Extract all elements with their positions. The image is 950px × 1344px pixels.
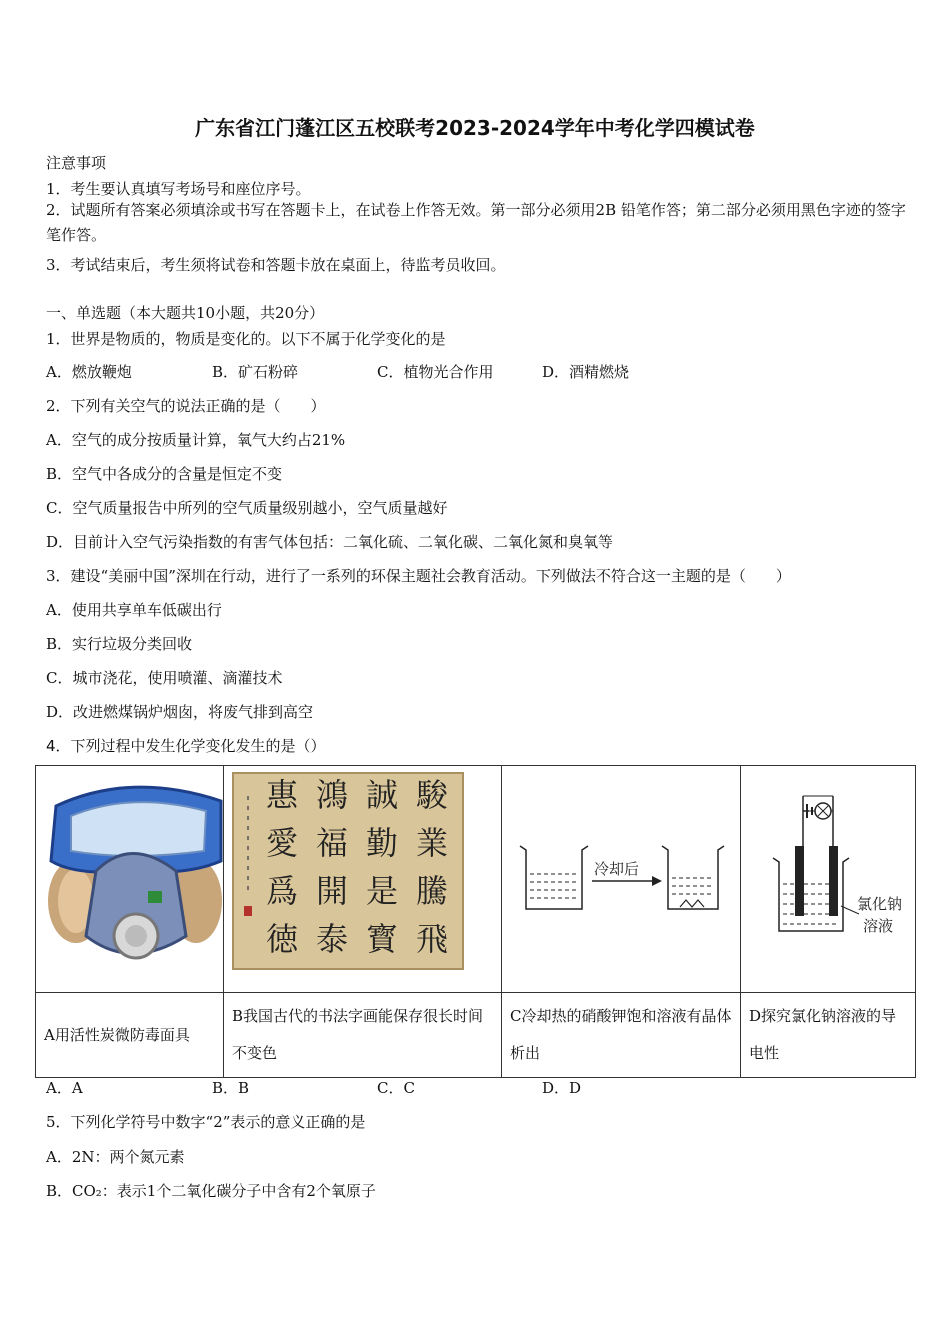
q1-option-b: B．矿石粉碎 bbox=[212, 363, 299, 381]
calligraphy-image bbox=[224, 766, 501, 988]
seal-stamp bbox=[244, 906, 252, 916]
calligraphy-char-14: 泰 bbox=[315, 920, 349, 958]
q4-image-b-cell bbox=[224, 766, 502, 993]
solution-label-1: 氯化钠 bbox=[857, 895, 903, 913]
q3-option-a: A．使用共享单车低碳出行 bbox=[46, 601, 222, 619]
q4-image-a-cell bbox=[36, 766, 224, 993]
notice-item-3: 3．考试结束后，考生须将试卷和答题卡放在桌面上，待监考员收回。 bbox=[46, 256, 506, 274]
q3-option-d: D．改进燃煤锅炉烟囱，将废气排到高空 bbox=[46, 703, 314, 721]
q1-option-d: D．酒精燃烧 bbox=[542, 363, 630, 381]
notice-heading: 注意事项 bbox=[46, 154, 107, 172]
q4-option-c: C．C bbox=[377, 1079, 415, 1097]
q4-caption-a: A用活性炭微防毒面具 bbox=[36, 993, 224, 1078]
calligraphy-char-11: 是 bbox=[365, 872, 399, 910]
calligraphy-char-5: 愛 bbox=[265, 824, 299, 862]
calligraphy-char-1: 惠 bbox=[265, 776, 299, 814]
q4-stem: 4．下列过程中发生化学变化发生的是（） bbox=[46, 737, 326, 755]
q2-option-a: A．空气的成分按质量计算，氧气大约占21% bbox=[46, 431, 346, 449]
calligraphy-char-2: 鴻 bbox=[315, 776, 349, 814]
gas-mask-image bbox=[36, 766, 223, 988]
q4-option-a: A．A bbox=[46, 1079, 83, 1097]
calligraphy-char-3: 誠 bbox=[365, 776, 399, 814]
calligraphy-char-12: 騰 bbox=[415, 872, 449, 910]
q4-option-b: B．B bbox=[212, 1079, 250, 1097]
cooling-label: 冷却后 bbox=[594, 860, 640, 878]
section-heading: 一、单选题（本大题共10小题，共20分） bbox=[46, 304, 325, 322]
calligraphy-char-13: 徳 bbox=[265, 920, 299, 958]
q4-option-d: D．D bbox=[542, 1079, 582, 1097]
calligraphy-char-8: 業 bbox=[415, 824, 449, 862]
q5-option-a: A．2N：两个氮元素 bbox=[46, 1148, 185, 1166]
calligraphy-char-7: 勤 bbox=[365, 824, 399, 862]
calligraphy-char-6: 福 bbox=[315, 824, 349, 862]
q2-option-b: B．空气中各成分的含量是恒定不变 bbox=[46, 465, 283, 483]
solution-label-2: 溶液 bbox=[863, 917, 894, 935]
q3-option-c: C．城市浇花，使用喷灌、滴灌技术 bbox=[46, 669, 283, 687]
q4-caption-c: C冷却热的硝酸钾饱和溶液有晶体析出 bbox=[502, 993, 741, 1078]
q3-option-b: B．实行垃圾分类回收 bbox=[46, 635, 193, 653]
q2-stem: 2．下列有关空气的说法正确的是（ ） bbox=[46, 397, 326, 415]
q4-image-c-cell bbox=[502, 766, 741, 993]
q5-option-b: B．CO₂：表示1个二氧化碳分子中含有2个氧原子 bbox=[46, 1182, 376, 1200]
q5-stem: 5．下列化学符号中数字“2”表示的意义正确的是 bbox=[46, 1113, 366, 1131]
q2-option-c: C．空气质量报告中所列的空气质量级别越小，空气质量越好 bbox=[46, 499, 448, 517]
q4-caption-b: B我国古代的书法字画能保存很长时间不变色 bbox=[224, 993, 502, 1078]
page-title: 广东省江门蓬江区五校联考2023-2024学年中考化学四模试卷 bbox=[195, 116, 755, 140]
q3-stem: 3．建设“美丽中国”深圳在行动，进行了一系列的环保主题社会教育活动。下列做法不符合这一主题的是（ ） bbox=[46, 567, 791, 585]
crystals-icon bbox=[680, 900, 704, 907]
beaker-cooling-diagram bbox=[502, 766, 740, 988]
calligraphy-char-16: 飛 bbox=[415, 920, 449, 958]
electrode-right bbox=[829, 846, 838, 916]
q4-image-d-cell bbox=[741, 766, 916, 993]
notice-item-2: 2．试题所有答案必须填涂或书写在答题卡上，在试卷上作答无效。第一部分必须用2B 铅笔作答；第二部分必须用黑色字迹的签字笔作答。 bbox=[46, 201, 906, 244]
q2-option-d: D．目前计入空气污染指数的有害气体包括：二氧化硫、二氧化碳、二氧化氮和臭氧等 bbox=[46, 533, 614, 551]
calligraphy-char-4: 駿 bbox=[415, 776, 449, 814]
notice-item-1: 1．考生要认真填写考场号和座位序号。 bbox=[46, 180, 311, 198]
calligraphy-char-10: 開 bbox=[315, 872, 349, 910]
calligraphy-char-9: 爲 bbox=[265, 872, 299, 910]
calligraphy-char-15: 寳 bbox=[365, 920, 399, 958]
q4-caption-d: D探究氯化钠溶液的导电性 bbox=[741, 993, 916, 1078]
q1-stem: 1．世界是物质的，物质是变化的。以下不属于化学变化的是 bbox=[46, 330, 446, 348]
q1-option-a: A．燃放鞭炮 bbox=[46, 363, 132, 381]
electrode-left bbox=[795, 846, 804, 916]
q1-option-c: C．植物光合作用 bbox=[377, 363, 494, 381]
conductivity-diagram bbox=[741, 766, 915, 988]
q4-table bbox=[35, 765, 916, 1078]
